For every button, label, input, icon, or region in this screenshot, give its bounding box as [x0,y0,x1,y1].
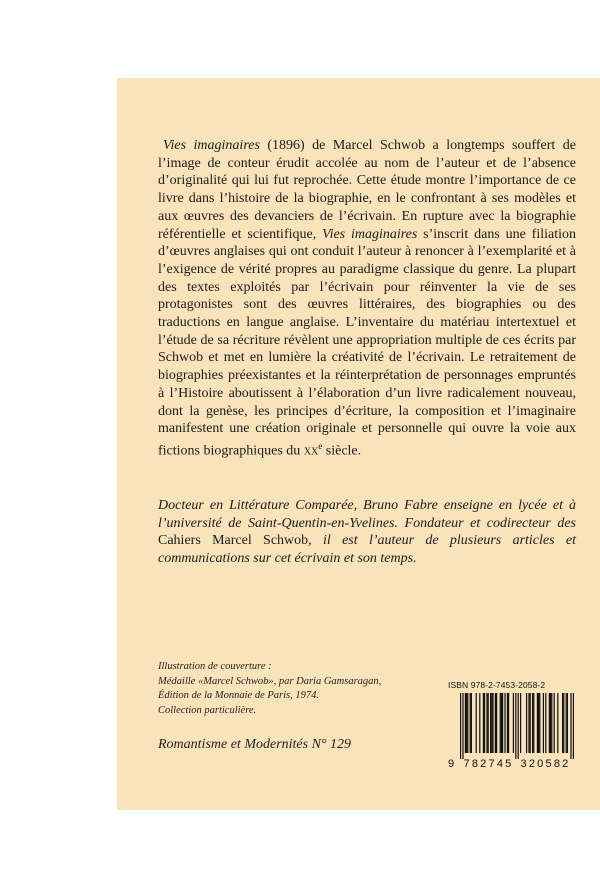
credit-line: Médaille «Marcel Schwob», par Daria Gamsaragan, [158,675,382,687]
credit-line: Illustration de couverture : [158,661,272,672]
century-numeral: xx [303,443,319,459]
barcode-bar [495,693,496,753]
journal-title: Cahiers Marcel Schwob [158,533,309,549]
barcode-digit-first: 9 [448,758,455,770]
barcode-bar [513,693,514,753]
barcode-bar [491,693,492,753]
barcode-bar [466,693,467,753]
barcode-digits-left: 782745 [463,758,514,770]
barcode-bar [518,693,519,759]
summary-text-2: s’inscrit dans une filiation d’œuvres anglaises qui ont conduit l’auteur à renoncer à l’exemplarité et à l’exigence de vérité propres au paradigme classique du genre. La plupart des textes exploités par l’écrivain pour réinventer la vie de ses protagonistes sont des œuvres littéraires, des biographies ou des traductions en langue anglaise. L’inventaire du matériau intertextuel et l’étude de sa récriture révèlent une appropriation multiple de ces écrits par Schwob et met en lumière la créativité de l’écrivain. Le retraitement de biographies préexistantes et la réinterprétation de personnages empruntés à l’Histoire aboutissent à l’élaboration d’un livre radicalement nouveau, dont la genèse, les principes d’écriture, la composition et l’imaginaire manifestent une création originale et personnelle qui ouvre la voie aux fictions biographiques du [158,226,577,459]
barcode-bar [467,693,468,753]
barcode-bar [557,693,558,753]
barcode-bar [462,693,463,759]
series-label: Romantisme et Modernités N° 129 [158,737,352,752]
barcode-bar [538,693,539,753]
barcode-bar [520,693,521,753]
barcode-digits [448,758,578,770]
barcode-bar [554,693,555,753]
barcode-bar [476,693,477,753]
barcode-bar [500,693,501,753]
barcode-bar [528,693,529,753]
barcode-bars [452,693,576,759]
barcode-bar [550,693,551,753]
barcode-bar [460,693,461,759]
barcode-bar [532,693,533,753]
barcode-bar [508,693,509,753]
credit-line: Édition de la Monnaie de Paris, 1974. [158,690,319,701]
barcode-bar [496,693,497,753]
barcode-bar [504,693,505,753]
barcode-bar [490,693,491,753]
barcode-bar [526,693,527,753]
barcode-bar [502,693,503,753]
barcode-digits-right: 320582 [520,758,571,770]
barcode-bar [543,693,544,753]
barcode-bar [486,693,487,753]
barcode-bar [530,693,531,753]
summary-text-1: (1896) de Marcel Schwob a longtemps souffert de l’image de conteur érudit accolée au nom de l’auteur et de l’absence d’originalité qui lui fut reprochée. Cette étude montre l’importance de ce livre dans l’histoire de la biographie, en le confrontant à ses modèles et aux œuvres des devanciers de l’écrivain. En rupture avec la biographie référentielle et scientifique, [158,138,576,242]
barcode-bar [573,693,574,759]
summary-text-end: siècle. [322,443,362,459]
barcode-bar [492,693,493,753]
barcode-bar [549,693,550,753]
century-superscript: e [318,440,323,451]
book-title-repeat: Vies imaginaires [322,226,418,242]
barcode-bar [483,693,484,753]
book-title: Vies imaginaires [163,138,260,153]
barcode-bar [465,693,466,753]
barcode-bar [488,693,489,753]
barcode-bar [563,693,564,753]
barcode-bar [545,693,546,753]
barcode-bar [562,693,563,753]
barcode-bar [566,693,567,753]
barcode-bar [537,693,538,753]
credit-line: Collection particulière. [158,704,257,716]
barcode-bar [484,693,485,753]
barcode-bar [515,693,516,759]
barcode-bar [479,693,480,753]
author-note [158,497,576,568]
isbn-barcode [448,680,578,774]
barcode-bar [507,693,508,753]
barcode-bar [567,693,568,753]
cover-illustration-credits [158,660,408,718]
barcode-bar [551,693,552,753]
barcode-bar [501,693,502,753]
author-note-text-2: , il est l’auteur de plusieurs articles et communications sur cet écrivain et son temps. [158,533,576,567]
barcode-bar [470,693,471,753]
barcode-bar [570,693,571,759]
book-summary [158,137,576,460]
barcode-bar [533,693,534,753]
author-note-text-1: Docteur en Littérature Comparée, Bruno Fabre enseigne en lycée et à l’université de Saint-Quentin-en-Yvelines. Fondateur et codirecteur des [158,498,576,531]
barcode-bar [539,693,540,753]
barcode-bar [471,693,472,753]
isbn-label: ISBN 978-2-7453-2058-2 [448,680,546,690]
